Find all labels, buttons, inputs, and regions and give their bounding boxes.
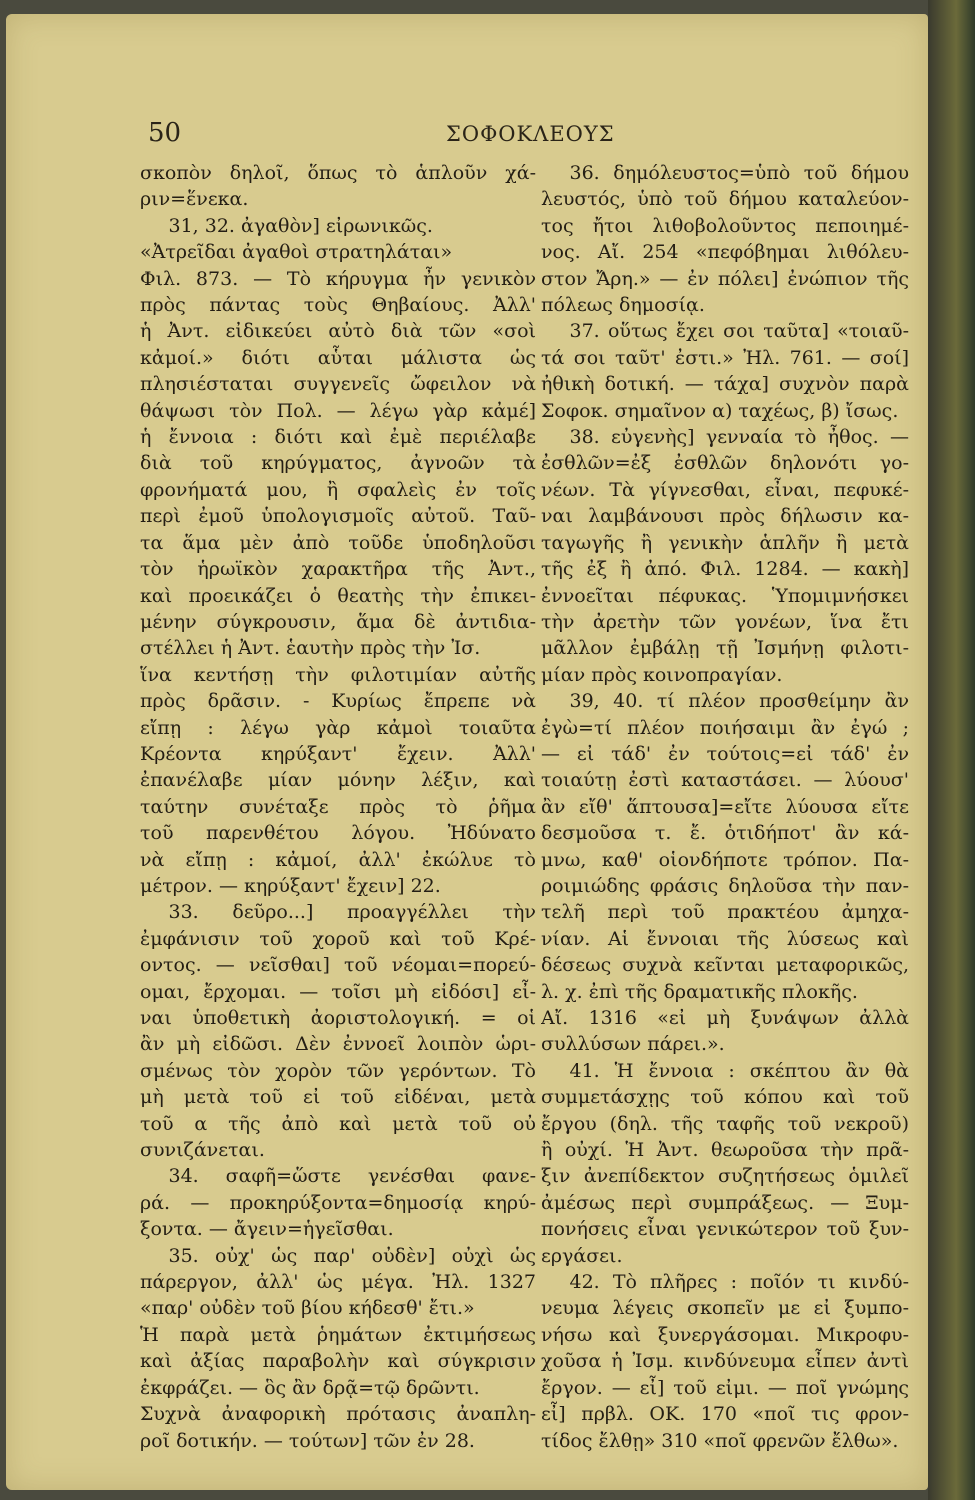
text-line: μὴ μετὰ τοῦ εἰ τοῦ εἰδέναι, μετὰ — [140, 1086, 536, 1109]
text-line: ἐπανέλαβε μίαν μόνην λέξιν, καὶ — [140, 769, 536, 792]
text-line: Σοφοκ. σημαῖνον α) ταχέως, β) ἴσως. — [541, 399, 899, 422]
text-line: ρά. — προκηρύξοντα=δημοσίᾳ κηρύ- — [140, 1191, 536, 1214]
text-line: λ. χ. ἐπὶ τῆς δραματικῆς πλοκῆς. — [541, 980, 858, 1003]
text-line: μένην σύγκρουσιν, ἅμα δὲ ἀντιδια- — [140, 610, 536, 633]
text-line: Κρέοντα κηρύξαντ' ἔχειν. Ἀλλ' — [140, 742, 536, 765]
text-line: ἡ ἔννοια : διότι καὶ ἐμὲ περιέλαβε — [140, 426, 536, 449]
text-line: ξιν ἀνεπίδεκτον συζητήσεως ὁμιλεῖ — [541, 1165, 909, 1188]
text-line: μέτρον. — κηρύξαντ' ἔχειν] 22. — [140, 874, 441, 897]
text-line: μνω, καθ' οἱονδήποτε τρόπον. Πα- — [541, 848, 909, 871]
text-line: στέλλει ἡ Ἀντ. ἑαυτὴν πρὸς τὴν Ἰσ. — [140, 637, 481, 660]
text-line: ἂν εἴθ' ἅπτουσα]=εἴτε λύουσα εἴτε — [541, 795, 909, 818]
text-line: καὶ προεικάζει ὁ θεατὴς τὴν ἐπικει- — [140, 584, 536, 607]
text-line: πλησιέσταται συγγενεῖς ὤφειλον νὰ — [140, 373, 536, 396]
text-line: περὶ ἐμοῦ ὑπολογισμοῖς αὐτοῦ. Ταῦ- — [140, 505, 536, 528]
text-line: τελῆ περὶ τοῦ πρακτέου ἀμηχα- — [541, 901, 909, 924]
text-line: εργάσει. — [541, 1244, 623, 1267]
text-line: 42. Τὸ πλῆρες : ποῖόν τι κινδύ- — [569, 1271, 909, 1294]
text-line: δέσεως συχνὰ κεῖνται μεταφορικῶς, — [541, 954, 909, 977]
text-line: ταύτην συνέταξε πρὸς τὸ ῥῆμα — [140, 795, 536, 818]
text-line: χοῦσα ἡ Ἰσμ. κινδύνευμα εἶπεν ἀντὶ — [541, 1350, 909, 1373]
text-line: ριν=ἕνεκα. — [140, 188, 249, 211]
text-line: 34. σαφῆ=ὥστε γενέσθαι φανε- — [168, 1165, 536, 1188]
text-line: 31, 32. ἀγαθὸν] εἰρωνικῶς. — [168, 214, 433, 237]
text-line: στον Ἄρη.» — ἐν πόλει] ἐνώπιον τῆς — [541, 267, 909, 290]
text-line: νὰ εἴπῃ : κἀμοί, ἀλλ' ἐκώλυε τὸ — [140, 848, 536, 871]
text-line: συλλύσων πάρει.». — [541, 1033, 725, 1056]
text-line: ἔργον. — εἶ] τοῦ εἰμι. — ποῖ γνώμης — [541, 1376, 909, 1399]
left-column — [140, 160, 536, 1454]
text-line: «παρ' οὐδὲν τοῦ βίου κήδεσθ' ἔτι.» — [140, 1297, 475, 1320]
text-line: διὰ τοῦ κηρύγματος, ἀγνοῶν τὰ — [140, 452, 536, 475]
text-line: τοιαύτῃ ἐστὶ καταστάσει. — λύουσ' — [541, 769, 909, 792]
text-line: λευστός, ὑπὸ τοῦ δήμου καταλεύον- — [541, 188, 909, 211]
text-line: Αἴ. 1316 «εἰ μὴ ξυνάψων ἀλλὰ — [541, 1007, 909, 1029]
text-line: ναι λαμβάνουσι πρὸς δήλωσιν κα- — [541, 505, 909, 528]
text-line: τὴν ἀρετὴν τῶν γονέων, ἵνα ἔτι — [541, 610, 909, 633]
text-line: πρὸς πάντας τοὺς Θηβαίους. Ἀλλ' — [140, 294, 536, 317]
running-title: ΣΟΦΟΚΛΕΟΥΣ — [446, 122, 615, 146]
text-line: ἐννοεῖται πέφυκας. Ὑπομιμνήσκει — [541, 584, 909, 607]
text-line: Φιλ. 873. — Τὸ κήρυγμα ἦν γενικὸν — [140, 267, 536, 290]
text-line: ἢ οὐχί. Ἡ Ἀντ. θεωροῦσα τὴν πρᾶ- — [541, 1139, 909, 1162]
text-line: ναι ὑποθετικὴ ἀοριστολογική. = οἱ — [140, 1007, 536, 1029]
text-line: ταγωγῆς ἢ γενικὴν ἁπλῆν ἢ μετὰ — [541, 531, 909, 554]
text-line: ἂν μὴ εἰδῶσι. Δὲν ἐννοεῖ λοιπὸν ὡρι- — [140, 1033, 536, 1056]
text-line: τοῦ παρενθέτου λόγου. Ἠδύνατο — [140, 822, 536, 845]
text-line: πονήσεις εἶναι γενικώτερον τοῦ ξυν- — [541, 1218, 909, 1241]
text-line: ἔργου (δηλ. τῆς ταφῆς τοῦ νεκροῦ) — [541, 1112, 909, 1135]
text-line: τὸν ἡρωϊκὸν χαρακτῆρα τῆς Ἀντ., — [140, 558, 536, 581]
text-line: φρονήματά μου, ἢ σφαλεὶς ἐν τοῖς — [140, 478, 536, 501]
text-line: τῆς ἐξ ἢ ἀπό. Φιλ. 1284. — κακὴ] — [541, 558, 909, 581]
text-line: θάψωσι τὸν Πολ. — λέγω γὰρ κἀμέ] — [140, 399, 536, 422]
text-line: καὶ ἀξίας παραβολὴν καὶ σύγκρισιν — [140, 1350, 536, 1373]
text-line: 33. δεῦρο...] προαγγέλλει τὴν — [168, 901, 536, 924]
text-line: ξοντα. — ἄγειν=ἡγεῖσθαι. — [140, 1218, 394, 1241]
text-line: ἠθικὴ δοτική. — τάχα] συχνὸν παρὰ — [541, 373, 909, 396]
text-line: τοῦ α τῆς ἀπὸ καὶ μετὰ τοῦ οὐ — [140, 1112, 536, 1135]
text-line: εἴπῃ : λέγω γὰρ κἀμοὶ τοιαῦτα — [140, 716, 536, 739]
text-line: Ἡ παρὰ μετὰ ῥημάτων ἐκτιμήσεως — [140, 1323, 536, 1346]
book-spine — [928, 0, 975, 1500]
text-line: νίαν. Αἱ ἔννοιαι τῆς λύσεως καὶ — [541, 927, 909, 950]
text-line: ἐκφράζει. — ὃς ἂν δρᾷ=τῷ δρῶντι. — [140, 1376, 480, 1399]
text-line: σμένως τὸν χορὸν τῶν γερόντων. Τὸ — [140, 1059, 536, 1082]
text-line: 41. Ἡ ἔννοια : σκέπτου ἂν θὰ — [569, 1059, 909, 1082]
text-line: ροῖ δοτικήν. — τούτων] τῶν ἐν 28. — [140, 1429, 475, 1452]
text-line: κἀμοί.» διότι αὗται μάλιστα ὡς — [140, 346, 536, 369]
page-header — [6, 118, 928, 158]
text-line: τος ἤτοι λιθοβολοῦντος πεποιημέ- — [541, 214, 909, 237]
text-line: 35. οὐχ' ὡς παρ' οὐδὲν] οὐχὶ ὡς — [168, 1244, 536, 1267]
text-line: πάρεργον, ἀλλ' ὡς μέγα. Ἠλ. 1327 — [140, 1271, 536, 1294]
text-line: ἀμέσως περὶ συμπράξεως. — Ξυμ- — [541, 1191, 909, 1214]
text-line: ἐμφάνισιν τοῦ χοροῦ καὶ τοῦ Κρέ- — [140, 927, 536, 950]
text-line: ἐγὼ=τί πλέον ποιήσαιμι ἂν ἐγώ ; — [541, 716, 909, 739]
text-line: τά σοι ταῦτ' ἐστι.» Ἠλ. 761. — σοί] — [541, 346, 909, 369]
text-line: Συχνὰ ἀναφορικὴ πρότασις ἀναπλη- — [140, 1403, 536, 1426]
page-number: 50 — [148, 118, 182, 148]
text-line: 37. οὕτως ἔχει σοι ταῦτα] «τοιαῦ- — [569, 320, 909, 343]
right-column — [541, 160, 909, 1454]
text-line: νήσω καὶ ξυνεργάσομαι. Μικροφυ- — [541, 1323, 909, 1346]
text-line: νέων. Τὰ γίγνεσθαι, εἶναι, πεφυκέ- — [541, 478, 909, 501]
text-line: «Ἀτρεῖδαι ἀγαθοὶ στρατηλάται» — [140, 241, 453, 264]
text-line: συμμετάσχῃς τοῦ κόπου καὶ τοῦ — [541, 1086, 909, 1109]
text-line: εἶ] πρβλ. ΟΚ. 170 «ποῖ τις φρον- — [541, 1403, 909, 1426]
text-line: μᾶλλον ἐμβάλῃ τῇ Ἰσμήνῃ φιλοτι- — [541, 637, 909, 660]
text-line: δεσμοῦσα τ. ἔ. ὁτιδήποτ' ἂν κά- — [541, 822, 909, 845]
text-line: ομαι, ἔρχομαι. — τοῖσι μὴ εἰδόσι] εἶ- — [140, 980, 536, 1003]
text-line: οντος. — νεῖσθαι] τοῦ νέομαι=πορεύ- — [140, 954, 536, 977]
text-line: πόλεως δημοσίᾳ. — [541, 294, 705, 317]
text-line: 38. εὐγενὴς] γενναία τὸ ἦθος. — — [569, 426, 909, 449]
text-line: νευμα λέγεις σκοπεῖν με εἰ ξυμπο- — [541, 1297, 909, 1320]
text-line: νος. Αἴ. 254 «πεφόβημαι λιθόλευ- — [541, 241, 909, 264]
text-line: τα ἅμα μὲν ἀπὸ τοῦδε ὑποδηλοῦσι — [140, 531, 536, 554]
text-line: συνιζάνεται. — [140, 1139, 265, 1162]
text-line: ἡ Ἀντ. εἰδικεύει αὐτὸ διὰ τῶν «σοὶ — [140, 320, 536, 343]
text-line: τίδος ἔλθῃ» 310 «ποῖ φρενῶν ἔλθω». — [541, 1429, 899, 1452]
text-line: — εἰ τάδ' ἐν τούτοις=εἰ τάδ' ἐν — [541, 742, 909, 765]
text-line: ἐσθλῶν=ἐξ ἐσθλῶν δηλονότι γο- — [541, 452, 909, 475]
text-line: ἵνα κεντήσῃ τὴν φιλοτιμίαν αὐτῆς — [140, 663, 536, 686]
text-line: μίαν πρὸς κοινοπραγίαν. — [541, 663, 783, 686]
text-line: 39, 40. τί πλέον προσθείμην ἂν — [569, 690, 909, 713]
text-line: πρὸς δρᾶσιν. - Κυρίως ἔπρεπε νὰ — [140, 690, 536, 713]
text-line: 36. δημόλευστος=ὑπὸ τοῦ δήμου — [569, 162, 909, 184]
text-line: ροιμιώδης φράσις δηλοῦσα τὴν παν- — [541, 874, 909, 897]
text-line: σκοπὸν δηλοῖ, ὅπως τὸ ἁπλοῦν χά- — [140, 162, 536, 184]
